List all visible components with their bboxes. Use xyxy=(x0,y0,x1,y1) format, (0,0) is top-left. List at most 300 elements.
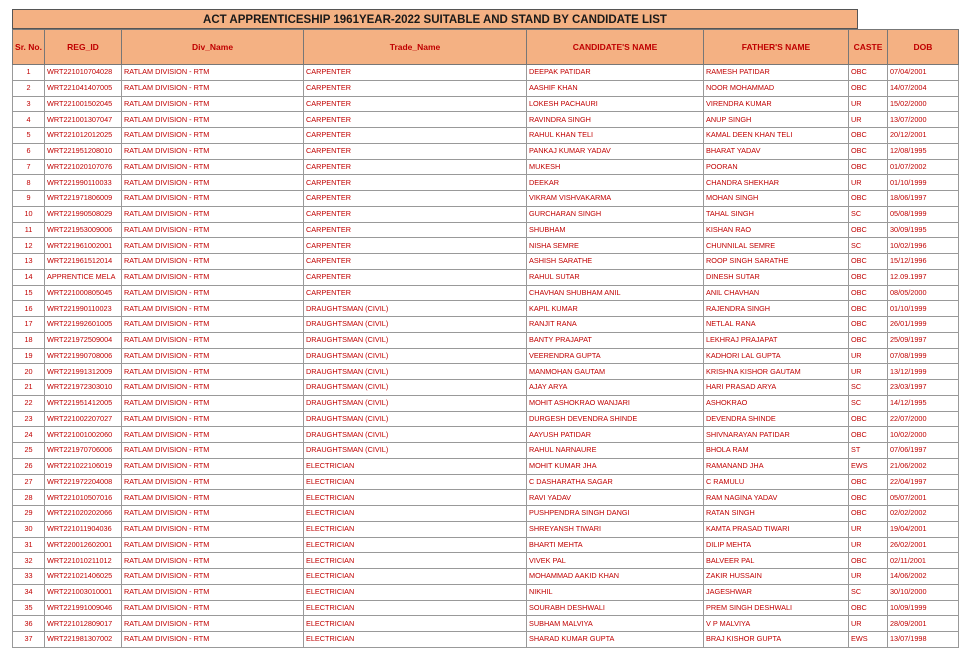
table-row xyxy=(13,364,959,380)
reg-id-cell: WRT221951208010 xyxy=(45,143,122,159)
table-row xyxy=(13,191,959,207)
candidate-name-cell: NISHA SEMRE xyxy=(527,238,704,254)
div-name-cell: RATLAM DIVISION - RTM xyxy=(122,474,304,490)
reg-id-cell: WRT221981307002 xyxy=(45,632,122,648)
col-header-reg-id: REG_ID xyxy=(45,30,122,65)
trade-name-cell: CARPENTER xyxy=(304,159,527,175)
trade-name-cell: ELECTRICIAN xyxy=(304,506,527,522)
table-row xyxy=(13,112,959,128)
candidate-name-cell: KAPIL KUMAR xyxy=(527,301,704,317)
div-name-cell: RATLAM DIVISION - RTM xyxy=(122,553,304,569)
candidate-name-cell: VEERENDRA GUPTA xyxy=(527,348,704,364)
candidate-name-cell: MANMOHAN GAUTAM xyxy=(527,364,704,380)
table-row xyxy=(13,521,959,537)
dob-cell: 07/06/1997 xyxy=(888,443,959,459)
trade-name-cell: CARPENTER xyxy=(304,285,527,301)
dob-cell: 13/07/2000 xyxy=(888,112,959,128)
sr-no-cell: 16 xyxy=(13,301,45,317)
sr-no-cell: 34 xyxy=(13,584,45,600)
reg-id-cell: WRT221003010001 xyxy=(45,584,122,600)
candidate-name-cell: RAHUL NARNAURE xyxy=(527,443,704,459)
table-row xyxy=(13,159,959,175)
div-name-cell: RATLAM DIVISION - RTM xyxy=(122,285,304,301)
div-name-cell: RATLAM DIVISION - RTM xyxy=(122,332,304,348)
trade-name-cell: DRAUGHTSMAN (CIVIL) xyxy=(304,332,527,348)
col-header-trade-name: Trade_Name xyxy=(304,30,527,65)
candidate-name-cell: RAHUL SUTAR xyxy=(527,269,704,285)
trade-name-cell: CARPENTER xyxy=(304,206,527,222)
table-row xyxy=(13,490,959,506)
sr-no-cell: 8 xyxy=(13,175,45,191)
father-name-cell: BALVEER PAL xyxy=(704,553,849,569)
reg-id-cell: WRT221002207027 xyxy=(45,411,122,427)
div-name-cell: RATLAM DIVISION - RTM xyxy=(122,616,304,632)
table-row xyxy=(13,143,959,159)
dob-cell: 12/08/1995 xyxy=(888,143,959,159)
father-name-cell: CHUNNILAL SEMRE xyxy=(704,238,849,254)
div-name-cell: RATLAM DIVISION - RTM xyxy=(122,364,304,380)
candidate-name-cell: RAVI YADAV xyxy=(527,490,704,506)
dob-cell: 26/02/2001 xyxy=(888,537,959,553)
sr-no-cell: 18 xyxy=(13,332,45,348)
father-name-cell: NETLAL RANA xyxy=(704,317,849,333)
trade-name-cell: ELECTRICIAN xyxy=(304,632,527,648)
father-name-cell: CHANDRA SHEKHAR xyxy=(704,175,849,191)
table-row xyxy=(13,238,959,254)
father-name-cell: PREM SINGH DESHWALI xyxy=(704,600,849,616)
caste-cell: OBC xyxy=(849,332,888,348)
div-name-cell: RATLAM DIVISION - RTM xyxy=(122,222,304,238)
trade-name-cell: ELECTRICIAN xyxy=(304,616,527,632)
trade-name-cell: CARPENTER xyxy=(304,269,527,285)
candidate-name-cell: CHAVHAN SHUBHAM ANIL xyxy=(527,285,704,301)
reg-id-cell: WRT221022106019 xyxy=(45,458,122,474)
sr-no-cell: 35 xyxy=(13,600,45,616)
reg-id-cell: WRT221001002060 xyxy=(45,427,122,443)
candidate-name-cell: DEEKAR xyxy=(527,175,704,191)
col-header-sr-no: Sr. No. xyxy=(13,30,45,65)
reg-id-cell: WRT221972509004 xyxy=(45,332,122,348)
table-row xyxy=(13,427,959,443)
reg-id-cell: WRT220012602001 xyxy=(45,537,122,553)
dob-cell: 13/07/1998 xyxy=(888,632,959,648)
col-header-div-name: Div_Name xyxy=(122,30,304,65)
father-name-cell: ASHOKRAO xyxy=(704,395,849,411)
sr-no-cell: 1 xyxy=(13,65,45,81)
caste-cell: OBC xyxy=(849,285,888,301)
div-name-cell: RATLAM DIVISION - RTM xyxy=(122,395,304,411)
candidate-name-cell: RAVINDRA SINGH xyxy=(527,112,704,128)
div-name-cell: RATLAM DIVISION - RTM xyxy=(122,443,304,459)
sr-no-cell: 6 xyxy=(13,143,45,159)
trade-name-cell: DRAUGHTSMAN (CIVIL) xyxy=(304,395,527,411)
dob-cell: 12.09.1997 xyxy=(888,269,959,285)
reg-id-cell: WRT221971806009 xyxy=(45,191,122,207)
dob-cell: 01/07/2002 xyxy=(888,159,959,175)
father-name-cell: ANUP SINGH xyxy=(704,112,849,128)
dob-cell: 22/04/1997 xyxy=(888,474,959,490)
sr-no-cell: 2 xyxy=(13,80,45,96)
reg-id-cell: WRT221992601005 xyxy=(45,317,122,333)
candidate-table xyxy=(12,29,959,648)
caste-cell: OBC xyxy=(849,254,888,270)
caste-cell: SC xyxy=(849,238,888,254)
col-header-caste: CASTE xyxy=(849,30,888,65)
dob-cell: 22/07/2000 xyxy=(888,411,959,427)
trade-name-cell: ELECTRICIAN xyxy=(304,600,527,616)
dob-cell: 10/09/1999 xyxy=(888,600,959,616)
table-row xyxy=(13,80,959,96)
trade-name-cell: CARPENTER xyxy=(304,65,527,81)
candidate-name-cell: GURCHARAN SINGH xyxy=(527,206,704,222)
table-row xyxy=(13,317,959,333)
sr-no-cell: 15 xyxy=(13,285,45,301)
sr-no-cell: 14 xyxy=(13,269,45,285)
div-name-cell: RATLAM DIVISION - RTM xyxy=(122,537,304,553)
caste-cell: OBC xyxy=(849,65,888,81)
caste-cell: OBC xyxy=(849,490,888,506)
father-name-cell: V P MALVIYA xyxy=(704,616,849,632)
div-name-cell: RATLAM DIVISION - RTM xyxy=(122,175,304,191)
reg-id-cell: WRT221010211012 xyxy=(45,553,122,569)
father-name-cell: BHARAT YADAV xyxy=(704,143,849,159)
caste-cell: OBC xyxy=(849,222,888,238)
dob-cell: 01/10/1999 xyxy=(888,175,959,191)
trade-name-cell: DRAUGHTSMAN (CIVIL) xyxy=(304,364,527,380)
reg-id-cell: WRT221990110023 xyxy=(45,301,122,317)
table-row xyxy=(13,600,959,616)
caste-cell: OBC xyxy=(849,600,888,616)
dob-cell: 30/09/1995 xyxy=(888,222,959,238)
table-row xyxy=(13,632,959,648)
father-name-cell: RAMESH PATIDAR xyxy=(704,65,849,81)
table-row xyxy=(13,96,959,112)
caste-cell: UR xyxy=(849,112,888,128)
div-name-cell: RATLAM DIVISION - RTM xyxy=(122,191,304,207)
header-row xyxy=(13,30,959,65)
div-name-cell: RATLAM DIVISION - RTM xyxy=(122,506,304,522)
sr-no-cell: 23 xyxy=(13,411,45,427)
caste-cell: EWS xyxy=(849,632,888,648)
document xyxy=(12,9,933,648)
table-row xyxy=(13,65,959,81)
reg-id-cell: WRT221011904036 xyxy=(45,521,122,537)
table-row xyxy=(13,537,959,553)
candidate-name-cell: RANJIT RANA xyxy=(527,317,704,333)
reg-id-cell: WRT221010507016 xyxy=(45,490,122,506)
trade-name-cell: CARPENTER xyxy=(304,112,527,128)
table-row xyxy=(13,553,959,569)
sr-no-cell: 7 xyxy=(13,159,45,175)
reg-id-cell: WRT221012012025 xyxy=(45,128,122,144)
sr-no-cell: 22 xyxy=(13,395,45,411)
table-row xyxy=(13,380,959,396)
table-row xyxy=(13,175,959,191)
candidate-name-cell: AJAY ARYA xyxy=(527,380,704,396)
candidate-name-cell: DEEPAK PATIDAR xyxy=(527,65,704,81)
div-name-cell: RATLAM DIVISION - RTM xyxy=(122,301,304,317)
trade-name-cell: CARPENTER xyxy=(304,143,527,159)
trade-name-cell: CARPENTER xyxy=(304,175,527,191)
trade-name-cell: DRAUGHTSMAN (CIVIL) xyxy=(304,317,527,333)
trade-name-cell: CARPENTER xyxy=(304,96,527,112)
candidate-name-cell: LOKESH PACHAURI xyxy=(527,96,704,112)
father-name-cell: ANIL CHAVHAN xyxy=(704,285,849,301)
div-name-cell: RATLAM DIVISION - RTM xyxy=(122,65,304,81)
caste-cell: OBC xyxy=(849,553,888,569)
table-row xyxy=(13,395,959,411)
trade-name-cell: ELECTRICIAN xyxy=(304,490,527,506)
trade-name-cell: ELECTRICIAN xyxy=(304,521,527,537)
div-name-cell: RATLAM DIVISION - RTM xyxy=(122,584,304,600)
trade-name-cell: DRAUGHTSMAN (CIVIL) xyxy=(304,348,527,364)
sr-no-cell: 24 xyxy=(13,427,45,443)
sr-no-cell: 29 xyxy=(13,506,45,522)
sr-no-cell: 11 xyxy=(13,222,45,238)
father-name-cell: RAM NAGINA YADAV xyxy=(704,490,849,506)
div-name-cell: RATLAM DIVISION - RTM xyxy=(122,490,304,506)
dob-cell: 07/08/1999 xyxy=(888,348,959,364)
table-row xyxy=(13,206,959,222)
dob-cell: 08/05/2000 xyxy=(888,285,959,301)
div-name-cell: RATLAM DIVISION - RTM xyxy=(122,427,304,443)
reg-id-cell: WRT221991009046 xyxy=(45,600,122,616)
sr-no-cell: 32 xyxy=(13,553,45,569)
father-name-cell: KISHAN RAO xyxy=(704,222,849,238)
col-header-candidate-name: CANDIDATE'S NAME xyxy=(527,30,704,65)
sr-no-cell: 4 xyxy=(13,112,45,128)
candidate-name-cell: SHUBHAM xyxy=(527,222,704,238)
reg-id-cell: WRT221951412005 xyxy=(45,395,122,411)
caste-cell: OBC xyxy=(849,80,888,96)
reg-id-cell: WRT221001307047 xyxy=(45,112,122,128)
father-name-cell: JAGESHWAR xyxy=(704,584,849,600)
table-row xyxy=(13,569,959,585)
caste-cell: ST xyxy=(849,443,888,459)
candidate-name-cell: MOHAMMAD AAKID KHAN xyxy=(527,569,704,585)
sr-no-cell: 21 xyxy=(13,380,45,396)
father-name-cell: C RAMULU xyxy=(704,474,849,490)
dob-cell: 05/07/2001 xyxy=(888,490,959,506)
trade-name-cell: CARPENTER xyxy=(304,222,527,238)
trade-name-cell: ELECTRICIAN xyxy=(304,458,527,474)
reg-id-cell: WRT221041407005 xyxy=(45,80,122,96)
candidate-name-cell: C DASHARATHA SAGAR xyxy=(527,474,704,490)
candidate-name-cell: ASHISH SARATHE xyxy=(527,254,704,270)
caste-cell: UR xyxy=(849,537,888,553)
father-name-cell: DILIP MEHTA xyxy=(704,537,849,553)
caste-cell: OBC xyxy=(849,128,888,144)
candidate-name-cell: AAYUSH PATIDAR xyxy=(527,427,704,443)
div-name-cell: RATLAM DIVISION - RTM xyxy=(122,238,304,254)
sr-no-cell: 9 xyxy=(13,191,45,207)
caste-cell: OBC xyxy=(849,411,888,427)
dob-cell: 15/12/1996 xyxy=(888,254,959,270)
father-name-cell: KRISHNA KISHOR GAUTAM xyxy=(704,364,849,380)
candidate-name-cell: BHARTI MEHTA xyxy=(527,537,704,553)
father-name-cell: BRAJ KISHOR GUPTA xyxy=(704,632,849,648)
candidate-name-cell: PUSHPENDRA SINGH DANGI xyxy=(527,506,704,522)
father-name-cell: RAMANAND JHA xyxy=(704,458,849,474)
candidate-name-cell: SOURABH DESHWALI xyxy=(527,600,704,616)
div-name-cell: RATLAM DIVISION - RTM xyxy=(122,600,304,616)
reg-id-cell: WRT221990110033 xyxy=(45,175,122,191)
trade-name-cell: DRAUGHTSMAN (CIVIL) xyxy=(304,411,527,427)
dob-cell: 26/01/1999 xyxy=(888,317,959,333)
table-row xyxy=(13,458,959,474)
div-name-cell: RATLAM DIVISION - RTM xyxy=(122,569,304,585)
dob-cell: 07/04/2001 xyxy=(888,65,959,81)
dob-cell: 25/09/1997 xyxy=(888,332,959,348)
father-name-cell: DEVENDRA SHINDE xyxy=(704,411,849,427)
candidate-name-cell: BANTY PRAJAPAT xyxy=(527,332,704,348)
caste-cell: EWS xyxy=(849,458,888,474)
div-name-cell: RATLAM DIVISION - RTM xyxy=(122,206,304,222)
table-row xyxy=(13,506,959,522)
trade-name-cell: CARPENTER xyxy=(304,191,527,207)
candidate-name-cell: SHARAD KUMAR GUPTA xyxy=(527,632,704,648)
father-name-cell: LEKHRAJ PRAJAPAT xyxy=(704,332,849,348)
trade-name-cell: ELECTRICIAN xyxy=(304,569,527,585)
trade-name-cell: CARPENTER xyxy=(304,254,527,270)
father-name-cell: ROOP SINGH SARATHE xyxy=(704,254,849,270)
caste-cell: SC xyxy=(849,395,888,411)
reg-id-cell: WRT221972204008 xyxy=(45,474,122,490)
sr-no-cell: 19 xyxy=(13,348,45,364)
trade-name-cell: ELECTRICIAN xyxy=(304,474,527,490)
reg-id-cell: WRT221001502045 xyxy=(45,96,122,112)
caste-cell: OBC xyxy=(849,269,888,285)
div-name-cell: RATLAM DIVISION - RTM xyxy=(122,632,304,648)
table-row xyxy=(13,285,959,301)
sr-no-cell: 30 xyxy=(13,521,45,537)
sr-no-cell: 33 xyxy=(13,569,45,585)
father-name-cell: SHIVNARAYAN PATIDAR xyxy=(704,427,849,443)
table-row xyxy=(13,616,959,632)
reg-id-cell: WRT221991312009 xyxy=(45,364,122,380)
table-row xyxy=(13,269,959,285)
div-name-cell: RATLAM DIVISION - RTM xyxy=(122,521,304,537)
reg-id-cell: WRT221961002001 xyxy=(45,238,122,254)
div-name-cell: RATLAM DIVISION - RTM xyxy=(122,112,304,128)
trade-name-cell: ELECTRICIAN xyxy=(304,584,527,600)
caste-cell: OBC xyxy=(849,427,888,443)
dob-cell: 19/04/2001 xyxy=(888,521,959,537)
reg-id-cell: WRT221000805045 xyxy=(45,285,122,301)
sr-no-cell: 27 xyxy=(13,474,45,490)
dob-cell: 21/06/2002 xyxy=(888,458,959,474)
table-row xyxy=(13,411,959,427)
dob-cell: 13/12/1999 xyxy=(888,364,959,380)
caste-cell: OBC xyxy=(849,474,888,490)
dob-cell: 28/09/2001 xyxy=(888,616,959,632)
reg-id-cell: WRT221990708006 xyxy=(45,348,122,364)
trade-name-cell: ELECTRICIAN xyxy=(304,553,527,569)
caste-cell: OBC xyxy=(849,191,888,207)
sr-no-cell: 26 xyxy=(13,458,45,474)
caste-cell: UR xyxy=(849,521,888,537)
father-name-cell: RATAN SINGH xyxy=(704,506,849,522)
trade-name-cell: ELECTRICIAN xyxy=(304,537,527,553)
candidate-name-cell: VIKRAM VISHVAKARMA xyxy=(527,191,704,207)
candidate-name-cell: MOHIT ASHOKRAO WANJARI xyxy=(527,395,704,411)
caste-cell: UR xyxy=(849,348,888,364)
dob-cell: 14/06/2002 xyxy=(888,569,959,585)
sr-no-cell: 36 xyxy=(13,616,45,632)
reg-id-cell: WRT221972303010 xyxy=(45,380,122,396)
father-name-cell: MOHAN SINGH xyxy=(704,191,849,207)
dob-cell: 10/02/1996 xyxy=(888,238,959,254)
candidate-name-cell: RAHUL KHAN TELI xyxy=(527,128,704,144)
dob-cell: 14/12/1995 xyxy=(888,395,959,411)
table-row xyxy=(13,222,959,238)
reg-id-cell: WRT221010704028 xyxy=(45,65,122,81)
caste-cell: UR xyxy=(849,616,888,632)
div-name-cell: RATLAM DIVISION - RTM xyxy=(122,380,304,396)
dob-cell: 18/06/1997 xyxy=(888,191,959,207)
div-name-cell: RATLAM DIVISION - RTM xyxy=(122,128,304,144)
dob-cell: 05/08/1999 xyxy=(888,206,959,222)
reg-id-cell: WRT221990508029 xyxy=(45,206,122,222)
col-header-father-name: FATHER'S NAME xyxy=(704,30,849,65)
reg-id-cell: WRT221020202066 xyxy=(45,506,122,522)
reg-id-cell: WRT221953009006 xyxy=(45,222,122,238)
father-name-cell: NOOR MOHAMMAD xyxy=(704,80,849,96)
table-row xyxy=(13,301,959,317)
sr-no-cell: 12 xyxy=(13,238,45,254)
trade-name-cell: CARPENTER xyxy=(304,80,527,96)
candidate-name-cell: SHREYANSH TIWARI xyxy=(527,521,704,537)
father-name-cell: HARI PRASAD ARYA xyxy=(704,380,849,396)
div-name-cell: RATLAM DIVISION - RTM xyxy=(122,269,304,285)
caste-cell: UR xyxy=(849,569,888,585)
div-name-cell: RATLAM DIVISION - RTM xyxy=(122,143,304,159)
candidate-name-cell: AASHIF KHAN xyxy=(527,80,704,96)
div-name-cell: RATLAM DIVISION - RTM xyxy=(122,317,304,333)
father-name-cell: RAJENDRA SINGH xyxy=(704,301,849,317)
trade-name-cell: DRAUGHTSMAN (CIVIL) xyxy=(304,427,527,443)
table-row xyxy=(13,584,959,600)
dob-cell: 02/11/2001 xyxy=(888,553,959,569)
sr-no-cell: 20 xyxy=(13,364,45,380)
trade-name-cell: DRAUGHTSMAN (CIVIL) xyxy=(304,443,527,459)
father-name-cell: DINESH SUTAR xyxy=(704,269,849,285)
caste-cell: OBC xyxy=(849,506,888,522)
candidate-name-cell: PANKAJ KUMAR YADAV xyxy=(527,143,704,159)
div-name-cell: RATLAM DIVISION - RTM xyxy=(122,254,304,270)
sr-no-cell: 25 xyxy=(13,443,45,459)
div-name-cell: RATLAM DIVISION - RTM xyxy=(122,411,304,427)
div-name-cell: RATLAM DIVISION - RTM xyxy=(122,458,304,474)
table-row xyxy=(13,254,959,270)
reg-id-cell: WRT221970706006 xyxy=(45,443,122,459)
table-row xyxy=(13,332,959,348)
trade-name-cell: CARPENTER xyxy=(304,238,527,254)
dob-cell: 01/10/1999 xyxy=(888,301,959,317)
div-name-cell: RATLAM DIVISION - RTM xyxy=(122,159,304,175)
sr-no-cell: 3 xyxy=(13,96,45,112)
caste-cell: SC xyxy=(849,584,888,600)
caste-cell: OBC xyxy=(849,317,888,333)
table-row xyxy=(13,128,959,144)
table-row xyxy=(13,443,959,459)
reg-id-cell: APPRENTICE MELA xyxy=(45,269,122,285)
div-name-cell: RATLAM DIVISION - RTM xyxy=(122,96,304,112)
dob-cell: 30/10/2000 xyxy=(888,584,959,600)
sr-no-cell: 37 xyxy=(13,632,45,648)
father-name-cell: KAMAL DEEN KHAN TELI xyxy=(704,128,849,144)
dob-cell: 23/03/1997 xyxy=(888,380,959,396)
